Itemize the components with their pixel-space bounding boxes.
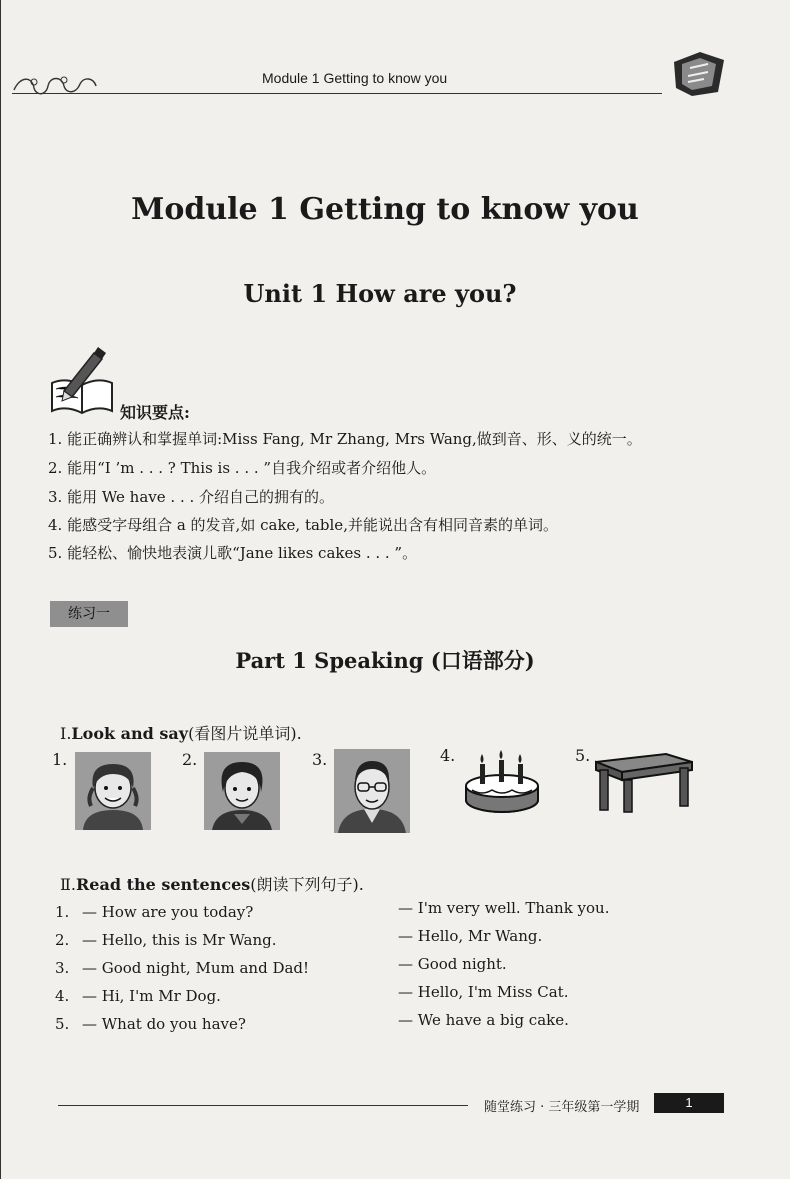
- module-title: Module 1 Getting to know you: [131, 192, 639, 227]
- part-title: Part 1 Speaking (口语部分): [235, 648, 535, 673]
- section1-title: [60, 721, 302, 744]
- sentence-question: — How are you today?: [82, 903, 254, 921]
- sentence-number: 2.: [55, 931, 70, 949]
- footer-rule: [58, 1105, 468, 1106]
- picture-number: 2.: [182, 750, 198, 769]
- picture-number: 3.: [312, 750, 328, 769]
- sentence-answer: — Good night.: [398, 955, 507, 973]
- section2-title: [60, 872, 364, 895]
- table-icon: [594, 752, 694, 814]
- sentence-question: — Hello, this is Mr Wang.: [82, 931, 277, 949]
- sentence-answer: — Hello, I'm Miss Cat.: [398, 983, 569, 1001]
- sentence-question: — Good night, Mum and Dad!: [82, 959, 310, 977]
- picture-number: 1.: [52, 750, 68, 769]
- section1-roman: Ⅰ.: [60, 724, 72, 743]
- section2-title-cn: (朗读下列句子).: [250, 875, 364, 894]
- knowledge-heading: 知识要点:: [120, 403, 190, 422]
- sentence-number: 5.: [55, 1015, 70, 1033]
- sentence-number: 4.: [55, 987, 70, 1005]
- sentence-number: 1.: [55, 903, 70, 921]
- sentence-answer: — Hello, Mr Wang.: [398, 927, 543, 945]
- book-corner-icon: [668, 48, 730, 98]
- knowledge-point: 3. 能用 We have . . . 介绍自己的拥有的。: [48, 488, 335, 506]
- section1-title-en: Look and say: [71, 724, 189, 743]
- picture-number: 5.: [575, 746, 591, 765]
- sentence-number: 3.: [55, 959, 70, 977]
- page-number: 1: [654, 1093, 724, 1113]
- picture-number: 4.: [440, 746, 456, 765]
- footer-book-title: 随堂练习 · 三年级第一学期: [484, 1100, 640, 1115]
- knowledge-point: 4. 能感受字母组合 a 的发音,如 cake, table,并能说出含有相同音素的单词。: [48, 516, 558, 534]
- header-running-title: Module 1 Getting to know you: [262, 70, 448, 86]
- sentence-question: — What do you have?: [82, 1015, 246, 1033]
- girl-portrait-icon: [75, 752, 151, 830]
- birthday-cake-icon: [462, 750, 542, 816]
- header-rule: [12, 93, 662, 94]
- knowledge-point: 1. 能正确辨认和掌握单词:Miss Fang, Mr Zhang, Mrs Wang,做到音、形、义的统一。: [48, 430, 642, 448]
- section2-roman: Ⅱ.: [60, 875, 76, 894]
- unit-title: Unit 1 How are you?: [243, 279, 517, 308]
- open-book-pencil-icon: [48, 345, 118, 417]
- man-with-glasses-portrait-icon: [334, 749, 410, 833]
- section1-title-cn: (看图片说单词).: [188, 724, 302, 743]
- sentence-answer: — We have a big cake.: [398, 1011, 569, 1029]
- sentence-question: — Hi, I'm Mr Dog.: [82, 987, 221, 1005]
- section2-title-en: Read the sentences: [75, 875, 251, 894]
- woman-portrait-icon: [204, 752, 280, 830]
- practice-tag: 练习一: [50, 601, 128, 627]
- knowledge-point: 5. 能轻松、愉快地表演儿歌“Jane likes cakes . . . ”。: [48, 544, 418, 562]
- knowledge-point: 2. 能用“I ’m . . . ? This is . . . ”自我介绍或者介绍他人。: [48, 459, 437, 477]
- sentence-answer: — I'm very well. Thank you.: [398, 899, 610, 917]
